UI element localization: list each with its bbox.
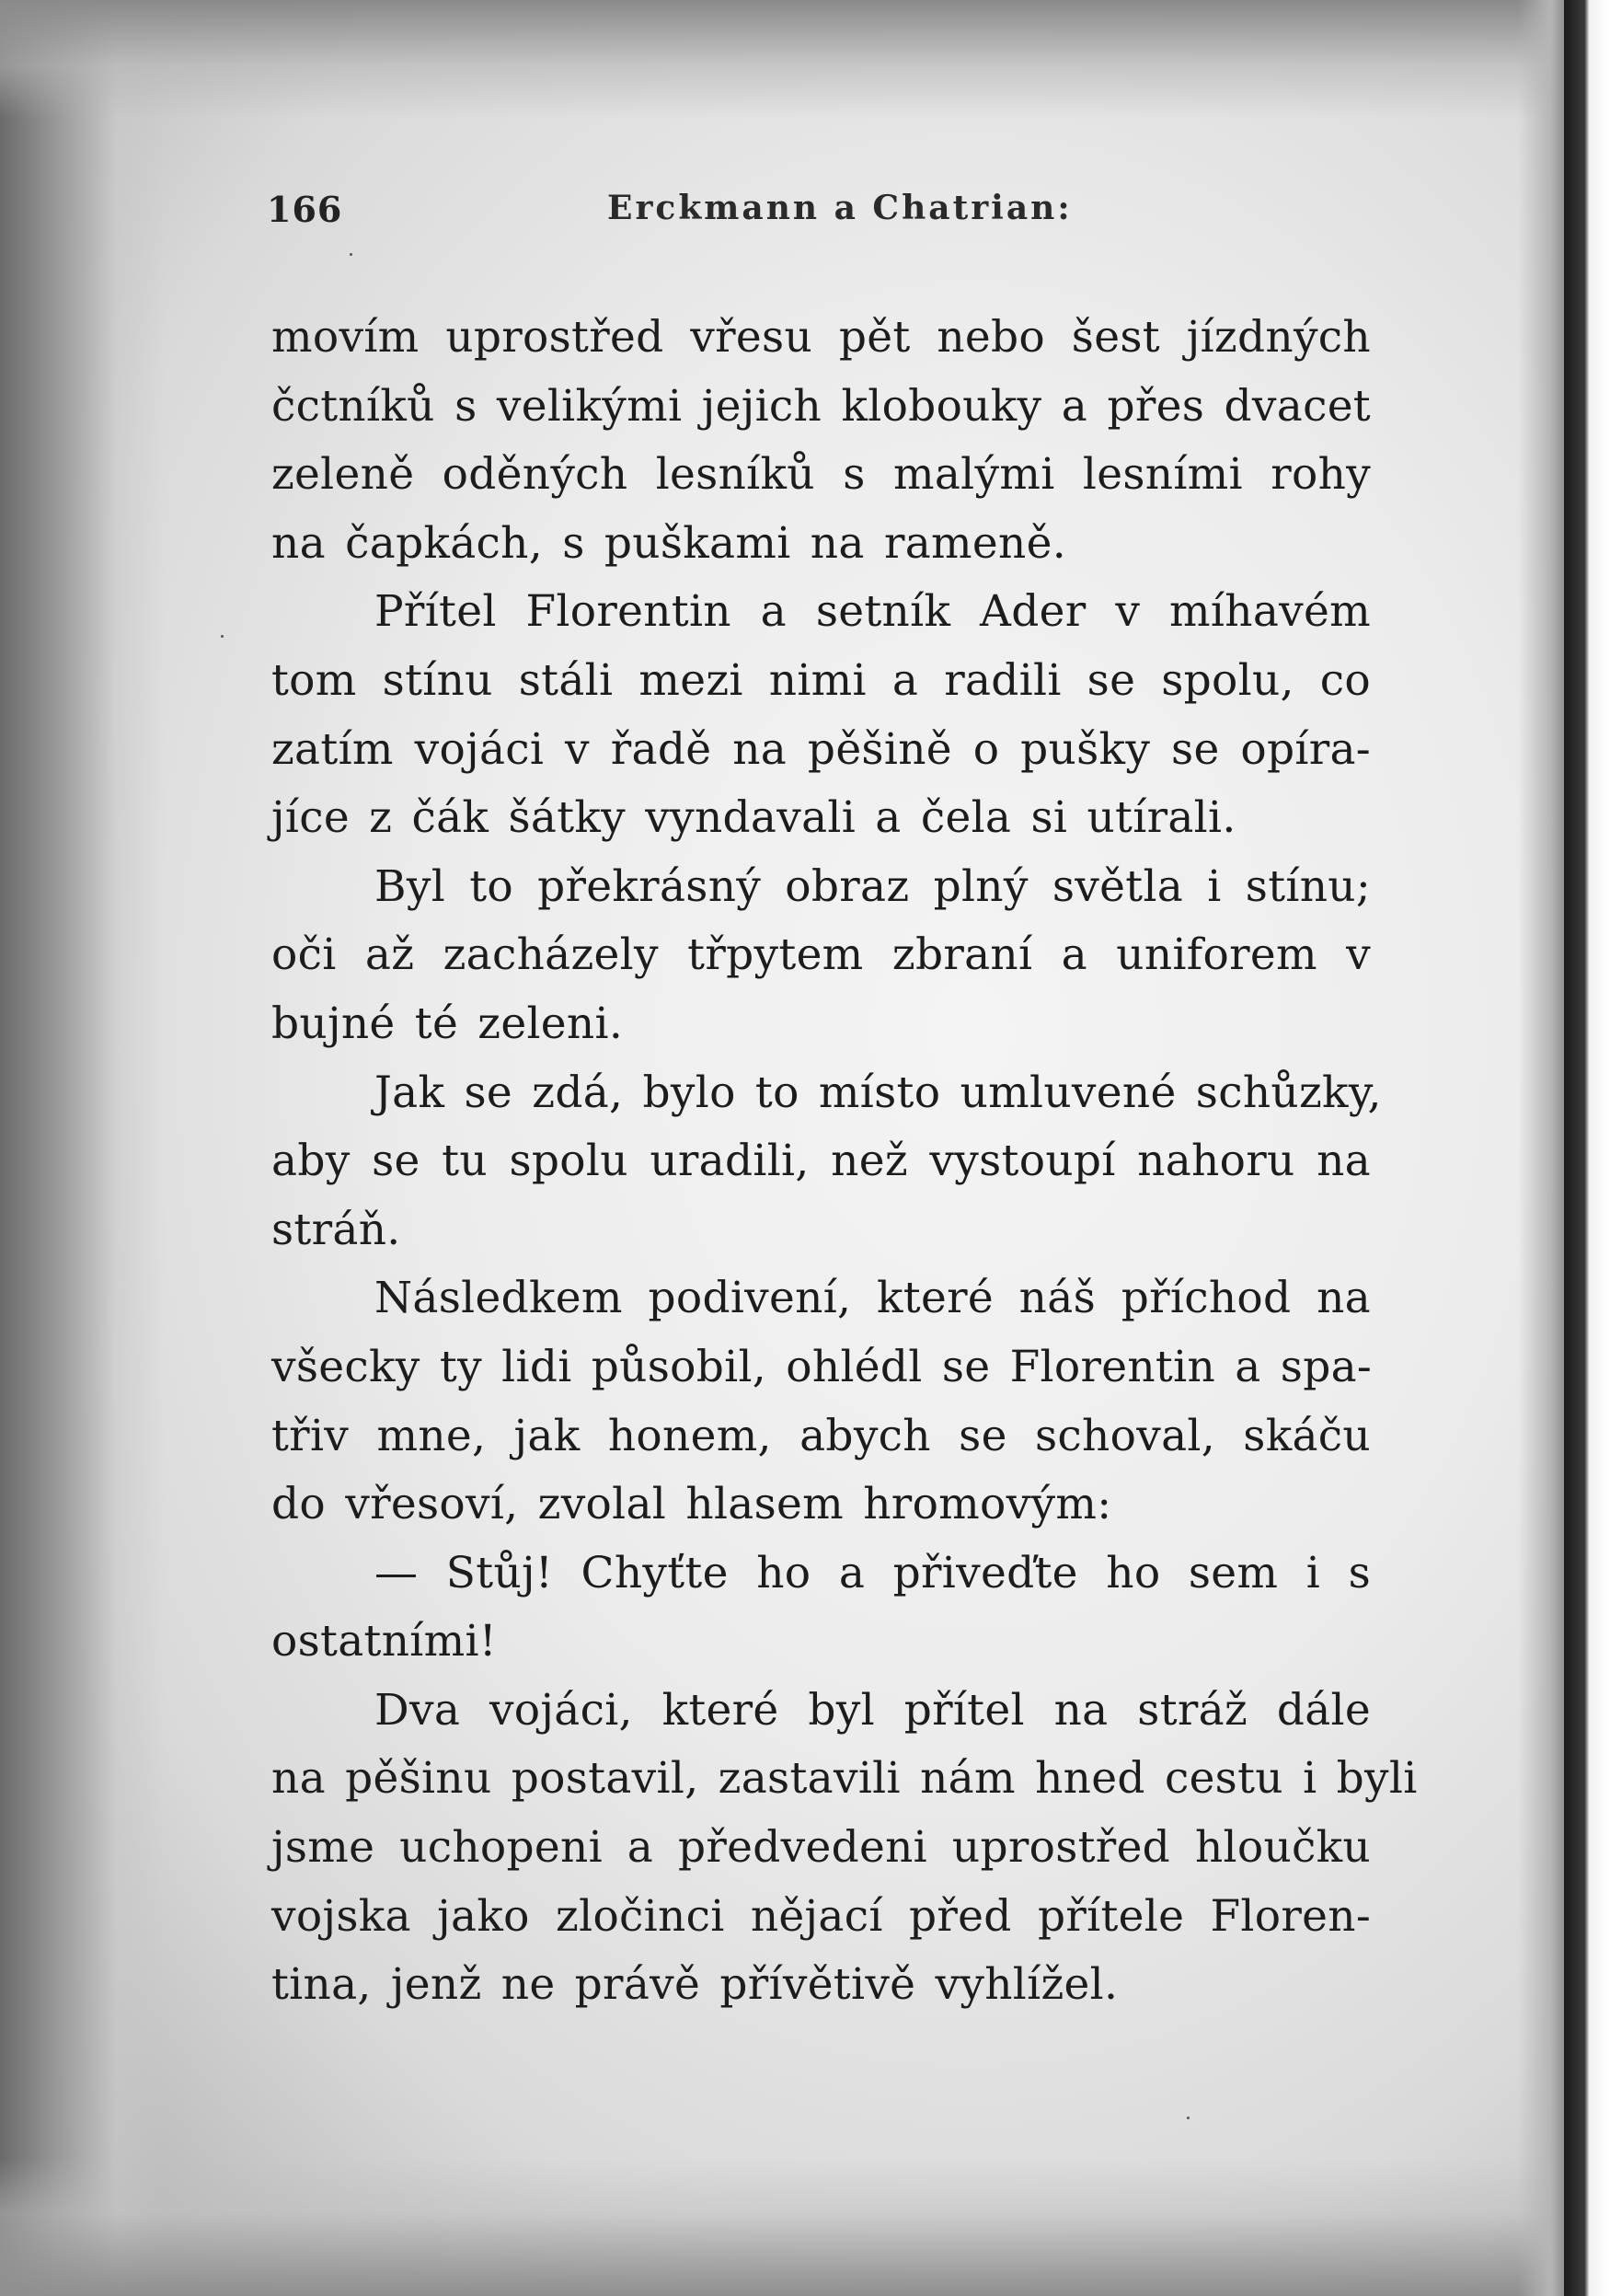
top-edge-shadow — [0, 0, 1564, 120]
text-line: jsme uchopeni a předvedeni uprostřed hloučku — [271, 1822, 1371, 1874]
text-line: do vřesoví, zvolal hlasem hromovým: — [271, 1479, 1112, 1530]
scan-speck — [1187, 2117, 1190, 2119]
text-line: Byl to překrásný obraz plný světla i stínu; — [374, 860, 1371, 912]
text-line: Následkem podivení, které náš příchod na — [374, 1273, 1371, 1324]
text-line: aby se tu spolu uradili, než vystoupí nahoru na — [271, 1136, 1371, 1187]
text-line: movím uprostřed vřesu pět nebo šest jízdných — [271, 312, 1371, 363]
bottom-edge-shadow — [0, 2158, 1564, 2296]
text-line: bujné té zeleni. — [271, 998, 624, 1049]
text-line: stráň. — [271, 1204, 401, 1255]
text-line: zatím vojáci v řadě na pěšině o pušky se opíra- — [271, 723, 1371, 775]
book-spine-edge — [1564, 0, 1610, 2296]
text-line: tom stínu stáli mezi nimi a radili se spolu, co — [271, 654, 1371, 706]
text-line: všecky ty lidi působil, ohlédl se Florentin a spa- — [271, 1341, 1373, 1392]
text-line: tina, jenž ne právě přívětivě vyhlížel. — [271, 1959, 1119, 2011]
page-number: 166 — [267, 189, 343, 230]
page-header — [267, 189, 1398, 244]
left-edge-shadow — [0, 0, 166, 2296]
text-line: zeleně oděných lesníků s malými lesními rohy — [271, 449, 1371, 501]
text-line: Dva vojáci, které byl přítel na stráž dále — [374, 1684, 1371, 1736]
text-line: na čapkách, s puškami na rameně. — [271, 517, 1066, 569]
text-line: vojska jako zločinci nějací před přítele Floren- — [271, 1890, 1371, 1942]
text-line: na pěšinu postavil, zastavili nám hned cestu i byli — [271, 1753, 1418, 1805]
text-line: Jak se zdá, bylo to místo umluvené schůzky, — [374, 1067, 1382, 1118]
scan-speck — [350, 253, 352, 256]
text-line: třiv mne, jak honem, abych se schoval, skáču — [271, 1410, 1371, 1461]
running-head: Erckmann a Chatrian: — [607, 189, 1073, 227]
text-line: ostatními! — [271, 1616, 497, 1667]
text-line: čctníků s velikými jejich klobouky a přes dvacet — [271, 380, 1371, 432]
body-text — [271, 304, 1418, 2020]
text-line: jíce z čák šátky vyndavali a čela si utírali. — [271, 792, 1236, 844]
text-line: Přítel Florentin a setník Ader v míhavém — [374, 586, 1371, 638]
text-line: — Stůj! Chyťte ho a přiveďte ho sem i s — [374, 1547, 1371, 1598]
scan-speck — [221, 635, 224, 638]
text-line: oči až zacházely třpytem zbraní a uniforem v — [271, 929, 1371, 981]
